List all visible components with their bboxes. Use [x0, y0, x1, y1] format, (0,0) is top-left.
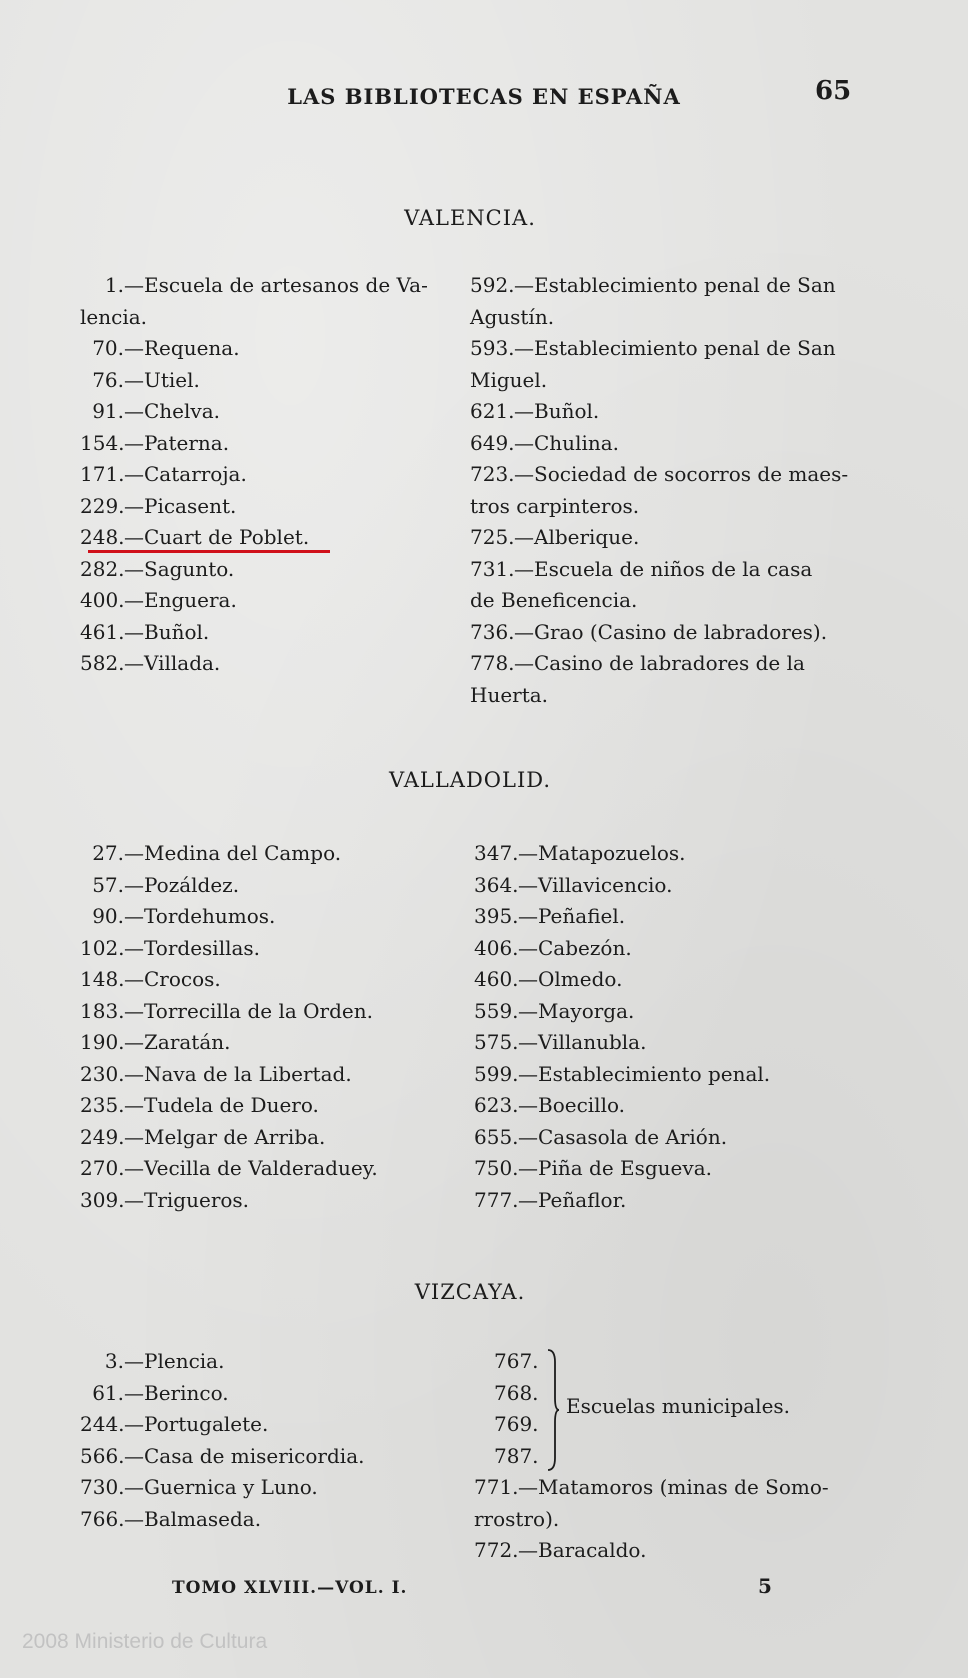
entry-dash: — — [124, 1187, 144, 1212]
section-title-valencia: VALENCIA. — [404, 206, 536, 230]
entry-text: Tordesillas. — [144, 935, 261, 960]
entry-number: 771. — [474, 1475, 519, 1499]
brace-number: 767. — [494, 1349, 539, 1373]
list-entry — [470, 522, 848, 554]
entry-number: 406. — [474, 935, 519, 960]
page-number: 65 — [815, 76, 852, 106]
entry-text: Chulina. — [534, 430, 620, 455]
list-entry — [80, 1185, 378, 1217]
entry-text: Establecimiento penal. — [538, 1061, 771, 1086]
entry-number: 229. — [80, 493, 125, 518]
entry-dash: — — [518, 1124, 538, 1149]
entry-number: 61. — [92, 1380, 124, 1405]
entry-text: Tudela de Duero. — [144, 1093, 319, 1117]
list-entry — [80, 1153, 378, 1185]
entry-dash: — — [124, 399, 144, 423]
entry-dash: — — [124, 904, 144, 928]
list-entry — [80, 333, 428, 365]
list-entry — [470, 270, 848, 302]
entry-dash: — — [124, 588, 144, 612]
entry-number: 623. — [474, 1093, 519, 1117]
list-entry — [470, 396, 848, 428]
list-entry — [80, 270, 428, 302]
list-entry — [80, 1346, 364, 1378]
entry-text: Guernica y Luno. — [144, 1475, 318, 1499]
entry-text: Cabezón. — [538, 935, 632, 960]
entry-text: Nava de la Libertad. — [144, 1061, 352, 1086]
entry-number: 190. — [80, 1030, 125, 1054]
list-entry — [474, 901, 770, 933]
entry-text: Matapozuelos. — [538, 841, 686, 865]
list-entry — [474, 1122, 770, 1154]
valencia-left-column — [80, 270, 428, 680]
entry-text: Picasent. — [144, 493, 237, 518]
entry-number: 90. — [92, 904, 124, 928]
entry-number: 248. — [80, 525, 125, 549]
brace-number: 768. — [494, 1380, 539, 1405]
list-entry — [80, 554, 428, 586]
list-entry — [470, 554, 848, 586]
footer-volume: TOMO XLVIII.—VOL. I. — [172, 1578, 408, 1598]
entry-dash: — — [124, 967, 144, 991]
entry-number: 766. — [80, 1506, 125, 1531]
entry-dash: — — [124, 1380, 144, 1405]
entry-text: Establecimiento penal de San — [534, 273, 836, 297]
entry-text: Establecimiento penal de San — [534, 336, 836, 360]
list-entry — [80, 617, 428, 649]
list-entry — [474, 870, 770, 902]
entry-number: 621. — [470, 399, 515, 423]
list-entry — [80, 1472, 364, 1504]
entry-number: 154. — [80, 430, 125, 455]
entry-dash: — — [124, 1124, 144, 1149]
entry-number: 270. — [80, 1156, 125, 1180]
list-entry — [80, 491, 428, 523]
entry-text: Berinco. — [144, 1380, 229, 1405]
list-entry — [80, 459, 428, 491]
entry-text: Buñol. — [534, 399, 600, 423]
entry-number: 27. — [92, 841, 124, 865]
entry-dash: — — [124, 556, 144, 581]
curly-brace — [546, 1348, 560, 1472]
list-entry — [80, 585, 428, 617]
vizcaya-right-column — [474, 1472, 829, 1567]
entry-number: 731. — [470, 556, 515, 581]
entry-number: 599. — [474, 1061, 519, 1086]
list-entry — [470, 459, 848, 491]
entry-number: 777. — [474, 1187, 519, 1212]
list-entry — [470, 648, 848, 680]
entry-number: 347. — [474, 841, 519, 865]
entry-text: Trigueros. — [144, 1187, 250, 1212]
brace-number: 769. — [494, 1412, 539, 1436]
list-entry — [80, 428, 428, 460]
running-head: LAS BIBLIOTECAS EN ESPAÑA — [287, 84, 681, 109]
list-entry — [80, 996, 378, 1028]
entry-dash: — — [518, 1156, 538, 1180]
entry-continuation: Huerta. — [470, 682, 549, 707]
entry-dash: — — [124, 462, 144, 486]
entry-number: 778. — [470, 651, 515, 675]
entry-continuation: tros carpinteros. — [470, 493, 640, 518]
list-entry — [474, 964, 770, 996]
entry-text: Utiel. — [144, 367, 200, 392]
entry-dash: — — [518, 998, 538, 1023]
entry-dash: — — [124, 841, 144, 865]
list-entry — [80, 933, 378, 965]
watermark: 2008 Ministerio de Cultura — [22, 1630, 268, 1653]
list-entry — [474, 1185, 770, 1217]
section-title-valladolid: VALLADOLID. — [388, 768, 552, 792]
entry-number: 70. — [92, 336, 124, 360]
entry-dash: — — [518, 1061, 538, 1086]
entry-number: 750. — [474, 1156, 519, 1180]
entry-number: 148. — [80, 967, 125, 991]
entry-dash: — — [124, 273, 144, 297]
entry-text: Medina del Campo. — [144, 841, 342, 865]
entry-text: Sociedad de socorros de maes- — [534, 462, 849, 486]
valencia-right-column — [470, 270, 848, 711]
entry-number: 400. — [80, 588, 125, 612]
vizcaya-left-column — [80, 1346, 364, 1535]
entry-number: 282. — [80, 556, 125, 581]
brace-label: Escuelas municipales. — [566, 1394, 791, 1418]
entry-dash: — — [518, 904, 538, 928]
entry-number: 3. — [104, 1349, 124, 1373]
entry-text: Casa de misericordia. — [144, 1443, 365, 1468]
entry-number: 244. — [80, 1412, 125, 1436]
entry-dash: — — [124, 1412, 144, 1436]
entry-text: Baracaldo. — [538, 1538, 647, 1562]
entry-number: 649. — [470, 430, 515, 455]
entry-continuation: rrostro). — [474, 1506, 560, 1531]
entry-dash: — — [124, 872, 144, 897]
list-entry — [80, 1504, 364, 1536]
entry-number: 235. — [80, 1093, 125, 1117]
entry-text: Peñaflor. — [538, 1187, 627, 1212]
entry-dash: — — [124, 367, 144, 392]
entry-text: Crocos. — [144, 967, 221, 991]
entry-text: Requena. — [144, 336, 240, 360]
entry-continuation: lencia. — [80, 304, 147, 329]
entry-dash: — — [124, 430, 144, 455]
list-entry — [80, 870, 378, 902]
highlight-underline — [88, 550, 330, 553]
entry-number: 76. — [92, 367, 124, 392]
list-entry — [474, 1153, 770, 1185]
valladolid-left-column — [80, 838, 378, 1216]
list-entry — [80, 1409, 364, 1441]
entry-dash: — — [124, 1093, 144, 1117]
entry-dash: — — [124, 619, 144, 644]
entry-number: 395. — [474, 904, 519, 928]
entry-number: 183. — [80, 998, 125, 1023]
list-entry — [474, 1059, 770, 1091]
entry-dash: — — [124, 651, 144, 675]
entry-dash: — — [514, 430, 534, 455]
entry-text: Mayorga. — [538, 998, 635, 1023]
entry-text: Pozáldez. — [144, 872, 240, 897]
list-entry — [80, 1059, 378, 1091]
entry-dash: — — [514, 525, 534, 549]
entry-dash: — — [514, 556, 534, 581]
entry-number: 461. — [80, 619, 125, 644]
list-entry — [474, 838, 770, 870]
entry-text: Tordehumos. — [144, 904, 276, 928]
entry-text: Grao (Casino de labradores). — [534, 619, 828, 644]
entry-number: 582. — [80, 651, 125, 675]
entry-text: Vecilla de Valderaduey. — [144, 1156, 378, 1180]
entry-text: Portugalete. — [144, 1412, 269, 1436]
entry-text: Villavicencio. — [538, 872, 673, 897]
entry-number: 575. — [474, 1030, 519, 1054]
entry-dash: — — [124, 336, 144, 360]
entry-dash: — — [514, 619, 534, 644]
entry-dash: — — [124, 1156, 144, 1180]
entry-text: Paterna. — [144, 430, 230, 455]
entry-dash: — — [518, 1475, 538, 1499]
entry-dash: — — [124, 935, 144, 960]
entry-number: 171. — [80, 462, 125, 486]
entry-text: Alberique. — [534, 525, 640, 549]
list-entry — [80, 522, 428, 554]
entry-number: 230. — [80, 1061, 125, 1086]
footer-signature: 5 — [758, 1574, 772, 1598]
entry-dash: — — [514, 336, 534, 360]
entry-number: 736. — [470, 619, 515, 644]
entry-dash: — — [514, 462, 534, 486]
entry-dash: — — [124, 525, 144, 549]
entry-text: Enguera. — [144, 588, 237, 612]
entry-text: Catarroja. — [144, 462, 247, 486]
entry-dash: — — [124, 998, 144, 1023]
entry-text: Villanubla. — [538, 1030, 647, 1054]
entry-text: Boecillo. — [538, 1093, 626, 1117]
list-entry — [470, 428, 848, 460]
entry-text: Casino de labradores de la — [534, 651, 805, 675]
entry-number: 309. — [80, 1187, 125, 1212]
entry-number: 655. — [474, 1124, 519, 1149]
entry-dash: — — [518, 1187, 538, 1212]
entry-dash: — — [518, 1538, 538, 1562]
entry-number: 559. — [474, 998, 519, 1023]
entry-number: 249. — [80, 1124, 125, 1149]
entry-number: 592. — [470, 273, 515, 297]
entry-text: Olmedo. — [538, 967, 623, 991]
entry-dash: — — [124, 493, 144, 518]
entry-dash: — — [124, 1061, 144, 1086]
entry-dash: — — [518, 1030, 538, 1054]
entry-dash: — — [124, 1506, 144, 1531]
entry-text: Plencia. — [144, 1349, 225, 1373]
entry-number: 91. — [92, 399, 124, 423]
list-entry — [80, 1378, 364, 1410]
entry-text: Casasola de Arión. — [538, 1124, 728, 1149]
entry-dash: — — [518, 935, 538, 960]
entry-dash: — — [518, 872, 538, 897]
list-entry — [474, 1535, 829, 1567]
entry-dash: — — [518, 841, 538, 865]
entry-number: 102. — [80, 935, 125, 960]
list-entry — [80, 648, 428, 680]
entry-number: 730. — [80, 1475, 125, 1499]
list-entry — [470, 333, 848, 365]
entry-dash: — — [124, 1349, 144, 1373]
list-entry — [80, 396, 428, 428]
list-entry — [474, 1027, 770, 1059]
list-entry — [474, 996, 770, 1028]
entry-number: 566. — [80, 1443, 125, 1468]
entry-dash: — — [124, 1443, 144, 1468]
list-entry — [474, 1090, 770, 1122]
list-entry — [80, 1441, 364, 1473]
entry-text: Zaratán. — [144, 1030, 231, 1054]
entry-text: Matamoros (minas de Somo- — [538, 1475, 829, 1499]
entry-dash: — — [514, 399, 534, 423]
list-entry — [474, 1472, 829, 1504]
valladolid-right-column — [474, 838, 770, 1216]
list-entry — [474, 933, 770, 965]
list-entry — [470, 617, 848, 649]
entry-text: Escuela de niños de la casa — [534, 556, 813, 581]
entry-text: Piña de Esgueva. — [538, 1156, 712, 1180]
brace-number: 787. — [494, 1443, 539, 1468]
entry-dash: — — [518, 967, 538, 991]
entry-text: Cuart de Poblet. — [144, 525, 310, 549]
brace-number-group — [494, 1346, 538, 1472]
list-entry — [80, 1090, 378, 1122]
entry-text: Escuela de artesanos de Va- — [144, 273, 428, 297]
entry-text: Villada. — [144, 651, 221, 675]
entry-dash: — — [514, 651, 534, 675]
list-entry — [80, 901, 378, 933]
entry-number: 723. — [470, 462, 515, 486]
entry-number: 593. — [470, 336, 515, 360]
section-title-vizcaya: VIZCAYA. — [414, 1280, 526, 1304]
entry-dash: — — [514, 273, 534, 297]
entry-text: Sagunto. — [144, 556, 235, 581]
list-entry — [80, 964, 378, 996]
entry-continuation: de Beneficencia. — [470, 588, 638, 612]
entry-dash: — — [518, 1093, 538, 1117]
entry-dash: — — [124, 1030, 144, 1054]
entry-number: 772. — [474, 1538, 519, 1562]
entry-number: 57. — [92, 872, 124, 897]
list-entry — [80, 365, 428, 397]
entry-dash: — — [124, 1475, 144, 1499]
list-entry — [80, 1122, 378, 1154]
entry-text: Melgar de Arriba. — [144, 1124, 326, 1149]
entry-text: Chelva. — [144, 399, 220, 423]
entry-text: Balmaseda. — [144, 1506, 262, 1531]
entry-text: Buñol. — [144, 619, 210, 644]
entry-text: Torrecilla de la Orden. — [144, 998, 373, 1023]
list-entry — [80, 838, 378, 870]
entry-continuation: Agustín. — [470, 304, 555, 329]
entry-number: 1. — [104, 273, 124, 297]
entry-number: 725. — [470, 525, 515, 549]
entry-continuation: Miguel. — [470, 367, 548, 392]
list-entry — [80, 1027, 378, 1059]
entry-text: Peñafiel. — [538, 904, 626, 928]
entry-number: 364. — [474, 872, 519, 897]
entry-number: 460. — [474, 967, 519, 991]
